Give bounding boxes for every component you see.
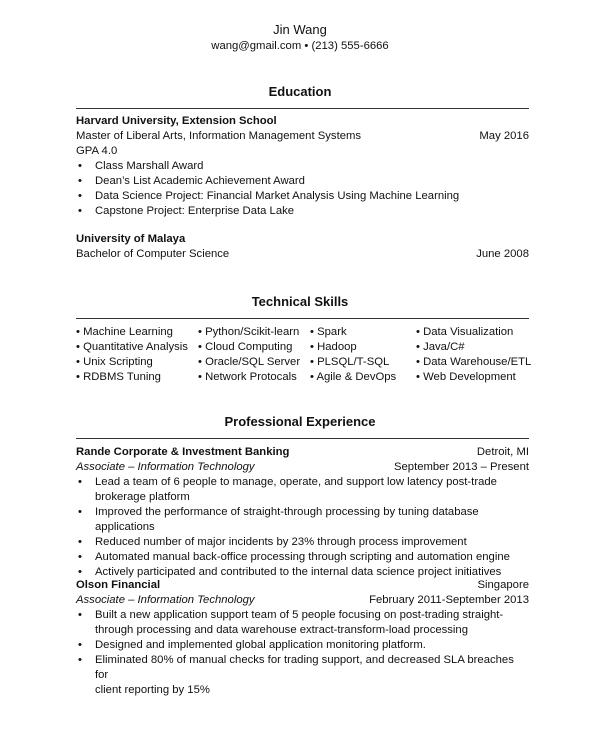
- skills-row: [76, 355, 536, 370]
- skill-item: • Machine Learning: [76, 326, 173, 338]
- company-name: Rande Corporate & Investment Banking: [76, 446, 290, 458]
- school-2-name-row: [76, 232, 529, 247]
- skill-item: • Spark: [310, 326, 347, 338]
- degree: Master of Liberal Arts, Information Management Systems: [76, 130, 362, 142]
- job-location: Detroit, MI: [476, 446, 529, 458]
- skill-item: • Cloud Computing: [198, 341, 293, 353]
- skill-item: • Oracle/SQL Server: [198, 356, 301, 368]
- skill-item: • Hadoop: [310, 341, 357, 353]
- skills-divider: [76, 318, 529, 319]
- list-item: • Designed and implemented global application monitoring platform.: [76, 638, 529, 653]
- skills-row: [76, 325, 536, 340]
- experience-heading: Professional Experience: [224, 414, 376, 429]
- job-role: Associate – Information Technology: [76, 594, 255, 606]
- skills-row: [76, 370, 536, 385]
- school-name: University of Malaya: [76, 233, 186, 245]
- skill-item: • Network Protocals: [198, 371, 297, 383]
- education-divider: [76, 108, 529, 109]
- school-1-degree-row: [76, 129, 529, 144]
- skills-grid: [76, 325, 536, 385]
- list-item: • Data Science Project: Financial Market Analysis Using Machine Learning: [76, 189, 529, 204]
- job-1-achievements: [76, 475, 529, 580]
- job-2-company-row: [76, 578, 529, 593]
- school-1-highlights: [76, 159, 529, 219]
- degree-date: June 2008: [476, 248, 529, 260]
- skill-item: • RDBMS Tuning: [76, 371, 161, 383]
- skills-heading: Technical Skills: [251, 294, 349, 309]
- skill-item: • Data Warehouse/ETL: [416, 356, 532, 368]
- degree: Bachelor of Computer Science: [76, 248, 230, 260]
- company-name: Olson Financial: [76, 579, 161, 591]
- list-item: • Actively participated and contributed to the internal data science project initiatives: [76, 565, 529, 580]
- skill-item: • Java/C#: [416, 341, 465, 353]
- school-1-gpa-row: [76, 144, 529, 159]
- job-role: Associate – Information Technology: [76, 461, 255, 473]
- skill-item: • Python/Scikit-learn: [198, 326, 300, 338]
- list-item: • Capstone Project: Enterprise Data Lake: [76, 204, 529, 219]
- school-2-degree-row: [76, 247, 529, 262]
- school-1-name-row: [76, 114, 529, 129]
- skill-item: • Agile & DevOps: [310, 371, 397, 383]
- list-item: • Reduced number of major incidents by 23% through process improvement: [76, 535, 529, 550]
- list-item: • Improved the performance of straight-through processing by tuning database applications: [76, 505, 529, 535]
- job-dates: September 2013 – Present: [393, 461, 529, 473]
- skill-item: • Unix Scripting: [76, 356, 153, 368]
- job-location: Singapore: [477, 579, 529, 591]
- skill-item: • PLSQL/T-SQL: [310, 356, 390, 368]
- degree-date: May 2016: [479, 130, 529, 142]
- job-2-achievements: [76, 608, 529, 698]
- experience-divider: [76, 438, 529, 439]
- education-heading: Education: [268, 84, 332, 99]
- list-item: • Eliminated 80% of manual checks for trading support, and decreased SLA breaches for client reporting by 15%: [76, 653, 529, 698]
- list-item: • Dean’s List Academic Achievement Award: [76, 174, 529, 189]
- job-1-company-row: [76, 445, 529, 460]
- list-item: • Lead a team of 6 people to manage, operate, and support low latency post-trade brokerage platform: [76, 475, 529, 505]
- skills-row: [76, 340, 536, 355]
- list-item: • Automated manual back-office processing through scripting and automation engine: [76, 550, 529, 565]
- skill-item: • Data Visualization: [416, 326, 514, 338]
- list-item: • Class Marshall Award: [76, 159, 529, 174]
- job-1-role-row: [76, 460, 529, 475]
- candidate-name: Jin Wang: [273, 22, 327, 37]
- contact-line: wang@gmail.com • (213) 555-6666: [211, 40, 389, 52]
- gpa: GPA 4.0: [76, 145, 118, 157]
- skill-item: • Quantitative Analysis: [76, 341, 188, 353]
- job-2-role-row: [76, 593, 529, 608]
- list-item: • Built a new application support team of 5 people focusing on post-trading straight- through processing and data warehouse extract-transform-load processing: [76, 608, 529, 638]
- skill-item: • Web Development: [416, 371, 516, 383]
- job-dates: February 2011-September 2013: [369, 594, 529, 606]
- school-name: Harvard University, Extension School: [76, 115, 277, 127]
